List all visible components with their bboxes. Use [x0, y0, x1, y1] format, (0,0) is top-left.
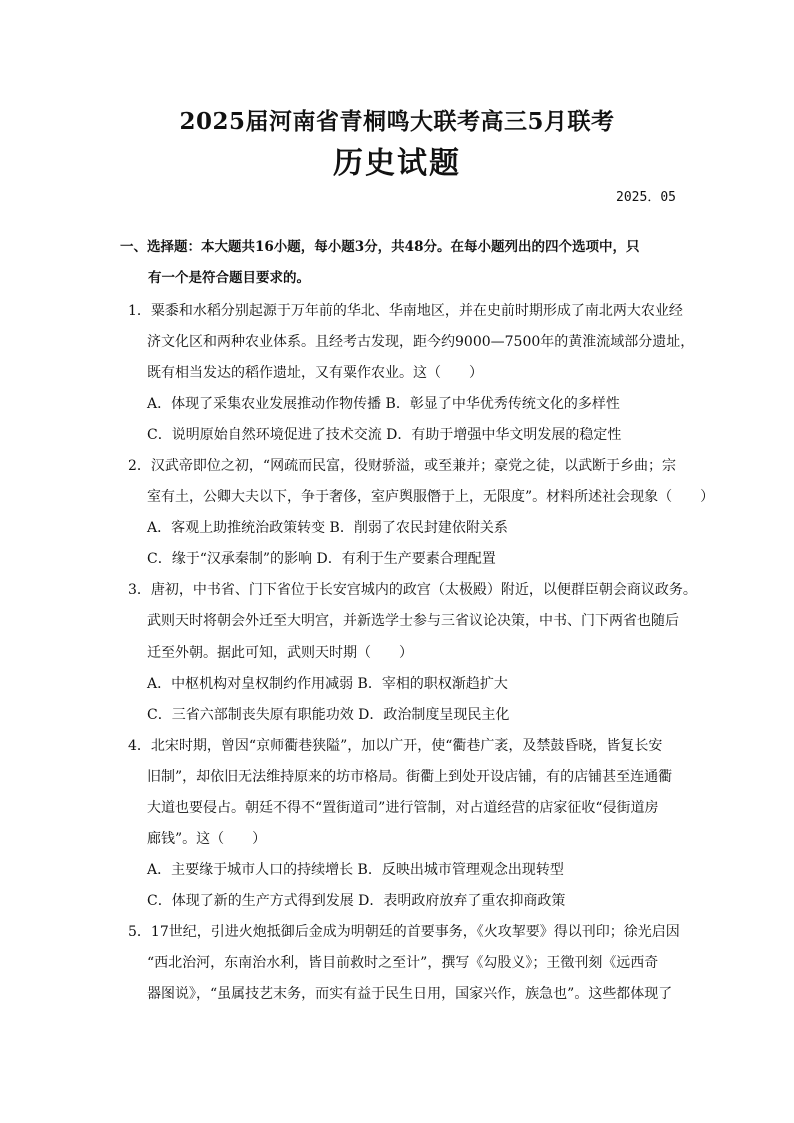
- question-4-option-cd[interactable]: C．体现了新的生产方式得到发展 D．表明政府放弃了重农抑商政策: [147, 893, 566, 909]
- question-3-option-cd[interactable]: C．三省六部制丧失原有职能功效 D．政治制度呈现民主化: [147, 707, 510, 723]
- question-4-line-3: 大道也要侵占。朝廷不得不“置街道司”进行管制，对占道经营的店家征收“侵街道房: [147, 800, 659, 816]
- exam-date: 2025．05: [616, 190, 676, 205]
- question-4-line-4: 廊钱”。这（ ）: [147, 831, 267, 847]
- question-3-line-2: 武则天时将朝会外迁至大明宫，并新选学士参与三省议论决策，中书、门下两省也随后: [147, 613, 679, 629]
- question-1-option-cd[interactable]: C．说明原始自然环境促进了技术交流 D．有助于增强中华文明发展的稳定性: [147, 427, 622, 443]
- question-1-line-3: 既有相当发达的稻作遗址，又有粟作农业。这（ ）: [147, 365, 483, 381]
- question-5-line-1: 5．17世纪，引进火炮抵御后金成为明朝廷的首要事务，《火攻挈要》得以刊印；徐光启因: [128, 924, 680, 940]
- section-heading: [120, 232, 680, 294]
- question-5-line-3: 器图说》，“虽属技艺末务，而实有益于民生日用，国家兴作，族急也”。这些都体现了: [147, 986, 673, 1002]
- question-4-line-2: 旧制”，却依旧无法维持原来的坊市格局。街衢上到处开设店铺，有的店铺甚至连通衢: [147, 769, 673, 785]
- question-1-option-ab[interactable]: A．体现了采集农业发展推动作物传播 B．彰显了中华优秀传统文化的多样性: [147, 396, 620, 412]
- exam-title: 2025届河南省青桐鸣大联考高三5月联考: [179, 108, 615, 135]
- question-5-line-2: “西北治河，东南治水利，皆目前救时之至计”，撰写《勾股义》；王徵刊刻《远西奇: [147, 955, 659, 971]
- question-2-option-cd[interactable]: C．缘于“汉承秦制”的影响 D．有利于生产要素合理配置: [147, 551, 496, 567]
- question-3-line-1: 3．唐初，中书省、门下省位于长安宫城内的政宫（太极殿）附近，以便群臣朝会商议政务。: [128, 582, 697, 598]
- question-1-line-2: 济文化区和两种农业体系。且经考古发现，距今约9000—7500年的黄淮流域部分遗址，: [147, 334, 695, 350]
- section-heading-line-2: 有一个是符合题目要求的。: [148, 270, 310, 286]
- question-1-line-1: 1．粟黍和水稻分别起源于万年前的华北、华南地区，并在史前时期形成了南北两大农业经: [128, 303, 683, 319]
- question-4-line-1: 4．北宋时期，曾因“京师衢巷狭隘”，加以广开，使“衢巷广袤，及禁鼓昏晓，皆复长安: [128, 738, 663, 754]
- question-2-line-1: 2．汉武帝即位之初，“网疏而民富，役财骄溢，或至兼并；豪党之徒，以武断于乡曲；宗: [128, 458, 677, 474]
- section-heading-line-1: 一、选择题：本大题共16小题，每小题3分，共48分。在每小题列出的四个选项中，只: [120, 239, 640, 255]
- question-2-line-2: 室有土，公卿大夫以下，争于奢侈，室庐舆服僭于上，无限度”。材料所述社会现象（ ）: [147, 489, 715, 505]
- question-3-option-ab[interactable]: A．中枢机构对皇权制约作用减弱 B．宰相的职权渐趋扩大: [147, 676, 508, 692]
- question-4-option-ab[interactable]: A．主要缘于城市人口的持续增长 B．反映出城市管理观念出现转型: [147, 862, 564, 878]
- question-2-option-ab[interactable]: A．客观上助推统治政策转变 B．削弱了农民封建依附关系: [147, 520, 508, 536]
- question-3-line-3: 迁至外朝。据此可知，武则天时期（ ）: [147, 645, 413, 661]
- subject-title: 历史试题: [333, 146, 461, 181]
